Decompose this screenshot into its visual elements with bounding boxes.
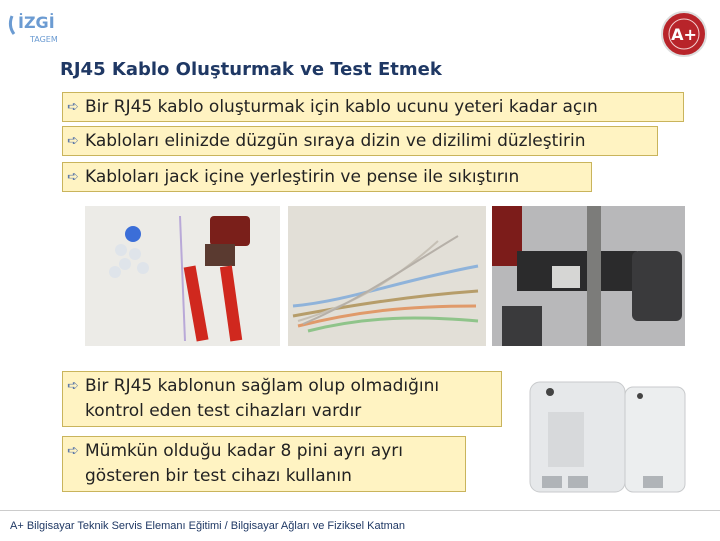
footer-bar [0,510,720,541]
bullet-text: Kabloları elinizde düzgün sıraya dizin ve dizilimi düzleştirin [85,131,586,151]
bullet-text: Bir RJ45 kablonun sağlam olup olmadığını kontrol eden test cihazları vardır [85,376,440,421]
slide-title: RJ45 Kablo Oluşturmak ve Test Etmek [60,59,442,80]
cable-tester-photo [520,372,700,497]
svg-text:TAGEM: TAGEM [30,35,58,44]
crimping-tool-photo [85,206,280,346]
bullet-text: Mümkün olduğu kadar 8 pini ayrı ayrı gösteren bir test cihazı kullanın [85,441,403,486]
bullet-arrow-icon: ➪ [67,443,79,459]
bullet-item [62,436,466,492]
bullet-item [62,371,502,427]
a-plus-badge [660,10,708,58]
bullet-arrow-icon: ➪ [67,133,79,149]
svg-text:A+: A+ [671,25,697,44]
cable-wires-photo [288,206,486,346]
footer-text: A+ Bilgisayar Teknik Servis Elemanı Eğitimi / Bilgisayar Ağları ve Fiziksel Katman [10,520,406,532]
bullet-item [62,162,592,192]
crimping-plug-photo [492,206,685,346]
bullet-arrow-icon: ➪ [67,169,79,185]
bullet-text: Bir RJ45 kablo oluşturmak için kablo ucunu yeteri kadar açın [85,97,598,117]
bullet-arrow-icon: ➪ [67,99,79,115]
bullet-item [62,126,658,156]
bullet-text: Kabloları jack içine yerleştirin ve pense ile sıkıştırın [85,167,520,187]
bullet-arrow-icon: ➪ [67,378,79,394]
svg-text:İZGİ: İZGİ [18,13,55,32]
bullet-item [62,92,684,122]
izgi-tagem-logo [6,6,78,46]
